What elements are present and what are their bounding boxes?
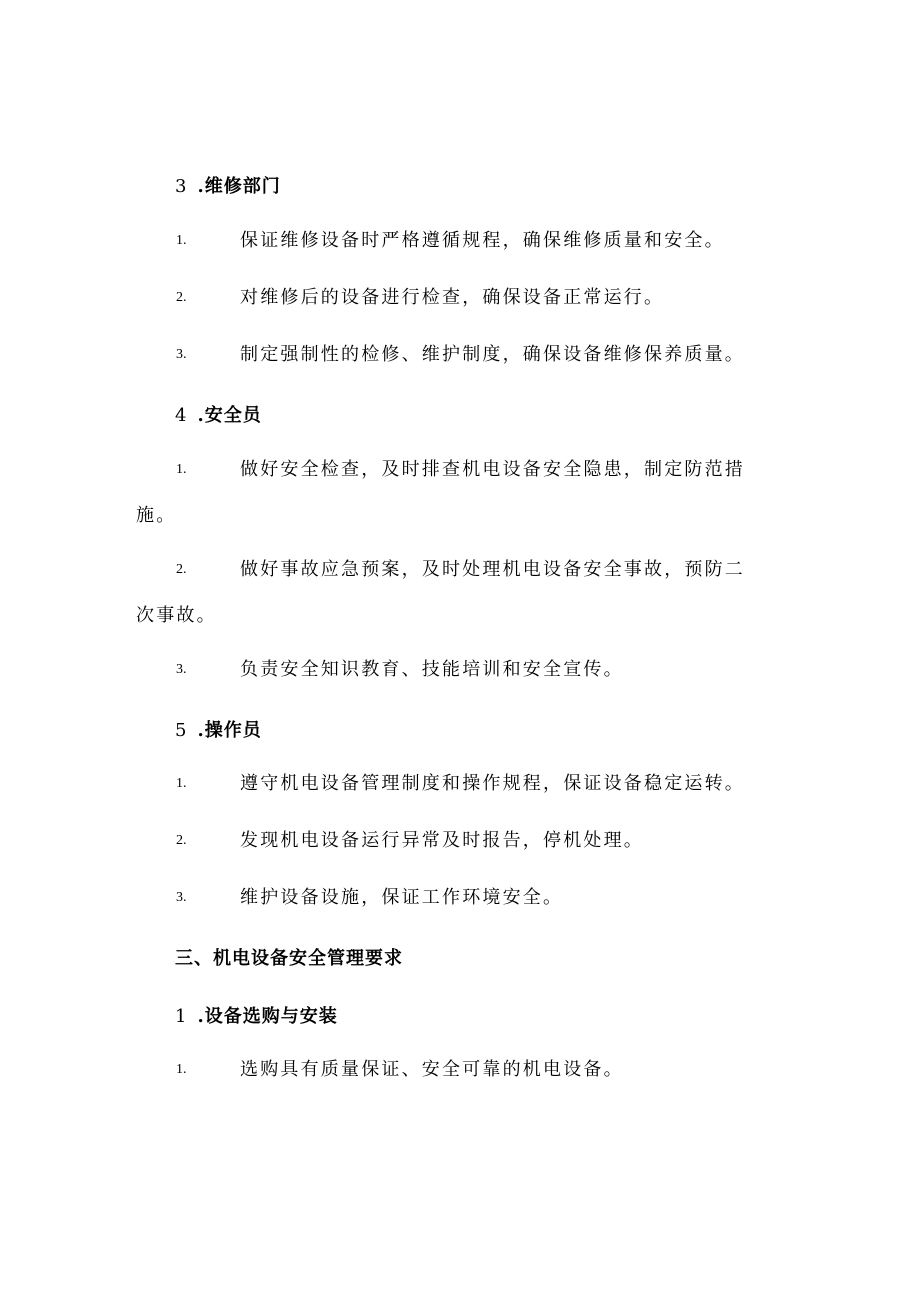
item-text: 选购具有质量保证、安全可靠的机电设备。 xyxy=(240,1059,624,1080)
item-number: 1. xyxy=(176,233,187,248)
section-number: 5 xyxy=(175,720,188,741)
item-text: 对维修后的设备进行检查，确保设备正常运行。 xyxy=(240,287,665,308)
section-title: .维修部门 xyxy=(197,176,281,197)
section-heading-1 xyxy=(175,1002,338,1028)
section-number: 3 xyxy=(175,176,188,197)
part-heading xyxy=(175,944,403,970)
item-text-line2: 次事故。 xyxy=(136,605,217,626)
section-title: .操作员 xyxy=(197,720,262,741)
section-number: 1 xyxy=(175,1006,188,1027)
item-text: 保证维修设备时严格遵循规程，确保维修质量和安全。 xyxy=(240,230,725,251)
section-number: 4 xyxy=(175,405,188,426)
section-title: .安全员 xyxy=(197,405,262,426)
item-number: 3. xyxy=(176,890,187,905)
item-text: 遵守机电设备管理制度和操作规程，保证设备稳定运转。 xyxy=(240,773,745,794)
item-text: 维护设备设施，保证工作环境安全。 xyxy=(240,887,564,908)
item-number: 2. xyxy=(176,562,187,577)
item-text: 负责安全知识教育、技能培训和安全宣传。 xyxy=(240,659,624,680)
item-text: 制定强制性的检修、维护制度，确保设备维修保养质量。 xyxy=(240,344,745,365)
item-number: 1. xyxy=(176,462,187,477)
section-heading-3 xyxy=(175,172,281,198)
section-heading-4 xyxy=(175,401,262,427)
item-text: 发现机电设备运行异常及时报告，停机处理。 xyxy=(240,830,644,851)
item-text-line1: 做好事故应急预案，及时处理机电设备安全事故，预防二 xyxy=(240,559,745,580)
item-number: 3. xyxy=(176,662,187,677)
section-title: .设备选购与安装 xyxy=(197,1006,338,1027)
part-title: 三、机电设备安全管理要求 xyxy=(175,948,403,969)
item-text-line1: 做好安全检查，及时排查机电设备安全隐患，制定防范措 xyxy=(240,459,745,480)
item-number: 3. xyxy=(176,347,187,362)
item-number: 1. xyxy=(176,776,187,791)
section-heading-5 xyxy=(175,716,262,742)
item-number: 2. xyxy=(176,290,187,305)
item-number: 1. xyxy=(176,1062,187,1077)
item-text-line2: 施。 xyxy=(136,505,177,526)
item-number: 2. xyxy=(176,833,187,848)
